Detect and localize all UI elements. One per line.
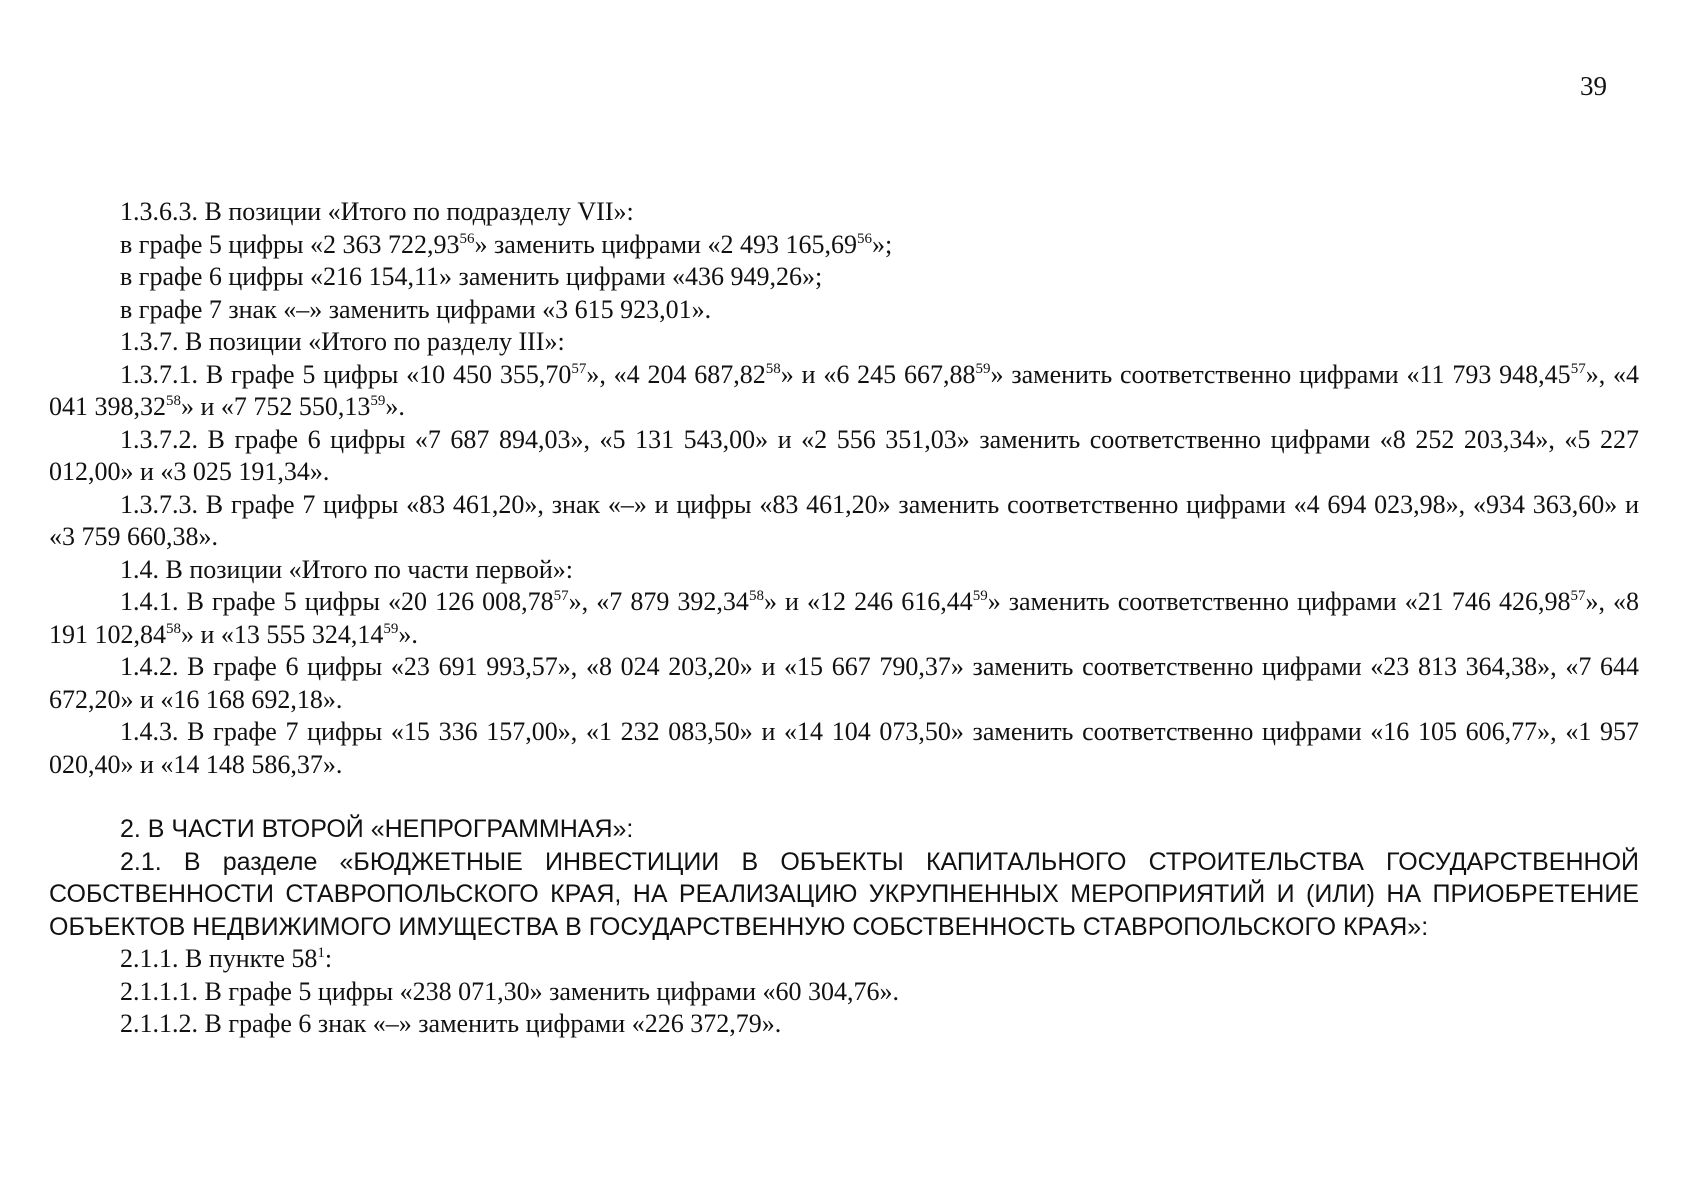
text-run: 1.4. В позиции «Итого по части первой»:: [120, 554, 574, 584]
text-run: 1.3.7.1. В графе 5 цифры «10 450 355,70: [120, 359, 572, 389]
footnote-mark: 58: [765, 360, 781, 377]
footnote-mark: 59: [370, 393, 386, 409]
text-run: » и «7 752 550,13: [181, 392, 371, 421]
footnote-mark: 59: [383, 620, 399, 637]
text-run: », «4 041 398,32: [49, 359, 1640, 421]
paragraph-p1: [49, 196, 1639, 229]
text-run: 1.4.3. В графе 7 цифры «15 336 157,00», «1 232 083,50» и «14 104 073,50» заменить соответственно цифрами «16 105 606,77», «1 957 020,40» и «14 148 586,37».: [49, 717, 1639, 779]
paragraph-p11: [49, 651, 1639, 716]
text-run: :: [324, 944, 333, 973]
text-run: 1.3.6.3. В позиции «Итого по подразделу VII»:: [120, 197, 634, 226]
text-run: ».: [385, 392, 405, 421]
text-run: », «8 191 102,84: [49, 587, 1640, 649]
paragraph-p8: [49, 489, 1639, 554]
footnote-mark: 58: [166, 393, 181, 409]
text-run: », «7 879 392,34: [568, 587, 749, 616]
text-run: ».: [398, 619, 418, 649]
paragraph-p15: [49, 943, 1639, 976]
footnote-mark: 56: [459, 230, 475, 247]
text-run: 2.1.1.1. В графе 5 цифры «238 071,30» заменить цифрами «60 304,76».: [120, 976, 900, 1006]
paragraph-p13: [49, 813, 1639, 846]
paragraph-p3: [49, 261, 1639, 294]
footnote-mark: 1: [317, 945, 325, 961]
text-run: в графе 7 знак «–» заменить цифрами «3 615 923,01».: [120, 294, 712, 324]
paragraph-p7: [49, 424, 1639, 489]
text-run: 1.3.7. В позиции «Итого по разделу III»:: [120, 327, 565, 356]
footnote-mark: 59: [972, 588, 988, 604]
paragraph-p9: [49, 554, 1639, 587]
text-run: в графе 6 цифры «216 154,11» заменить цифрами «436 949,26»;: [120, 262, 823, 291]
paragraph-gap: [49, 781, 1639, 813]
text-run: 2. В ЧАСТИ ВТОРОЙ «НЕПРОГРАММНАЯ»:: [120, 815, 634, 843]
paragraph-p6: [49, 359, 1639, 424]
paragraph-p16: [49, 976, 1639, 1009]
footnote-mark: 57: [1570, 588, 1586, 604]
text-run: » заменить соответственно цифрами «11 793 948,45: [990, 359, 1571, 389]
footnote-mark: 58: [748, 588, 764, 604]
text-run: 1.3.7.3. В графе 7 цифры «83 461,20», знак «–» и цифры «83 461,20» заменить соответственно цифрами «4 694 023,98», «934 363,60» и «3 759 660,38».: [49, 489, 1639, 551]
page-number: 39: [1580, 71, 1607, 101]
text-run: » и «12 246 616,44: [763, 587, 973, 616]
footnote-mark: 57: [553, 588, 569, 604]
paragraph-p17: [49, 1008, 1639, 1041]
text-run: 1.4.2. В графе 6 цифры «23 691 993,57», «8 024 203,20» и «15 667 790,37» заменить соответственно цифрами «23 813 364,38», «7 644 672,20» и «16 168 692,18».: [49, 652, 1639, 714]
paragraph-p2: [49, 229, 1639, 262]
footnote-mark: 59: [975, 360, 991, 377]
footnote-mark: 57: [1570, 360, 1586, 377]
paragraph-p14: [49, 846, 1639, 944]
text-run: в графе 5 цифры «2 363 722,93: [120, 229, 460, 259]
paragraph-p5: [49, 326, 1639, 359]
text-run: » и «13 555 324,14: [181, 619, 384, 649]
document-body: [49, 196, 1639, 1041]
footnote-mark: 56: [856, 230, 872, 247]
text-run: 2.1.1.2. В графе 6 знак «–» заменить цифрами «226 372,79».: [120, 1009, 782, 1038]
text-run: »;: [871, 229, 893, 259]
text-run: », «4 204 687,82: [586, 359, 766, 389]
text-run: 2.1.1. В пункте 58: [120, 944, 318, 973]
text-run: 2.1. В разделе «БЮДЖЕТНЫЕ ИНВЕСТИЦИИ В ОБЪЕКТЫ КАПИТАЛЬНОГО СТРОИТЕЛЬСТВА ГОСУДАРСТВЕННОЙ СОБСТВЕННОСТИ СТАВРОПОЛЬСКОГО КРАЯ, НА РЕАЛИЗАЦИЮ УКРУПНЕННЫХ МЕРОПРИЯТИЙ И (ИЛИ) НА ПРИОБРЕТЕНИЕ ОБЪЕКТОВ НЕДВИЖИМОГО ИМУЩЕСТВА В ГОСУДАРСТВЕННУЮ СОБСТВЕННОСТЬ СТАВРОПОЛЬСКОГО КРАЯ»:: [49, 847, 1639, 941]
text-run: » заменить соответственно цифрами «21 746 426,98: [987, 587, 1571, 616]
paragraph-p10: [49, 586, 1639, 651]
paragraph-p12: [49, 716, 1639, 781]
paragraph-p4: [49, 294, 1639, 327]
text-run: » и «6 245 667,88: [780, 359, 976, 389]
text-run: » заменить цифрами «2 493 165,69: [474, 229, 857, 259]
text-run: 1.3.7.2. В графе 6 цифры «7 687 894,03», «5 131 543,00» и «2 556 351,03» заменить соответственно цифрами «8 252 203,34», «5 227 012,00» и «3 025 191,34».: [49, 424, 1639, 486]
footnote-mark: 58: [166, 620, 181, 637]
text-run: 1.4.1. В графе 5 цифры «20 126 008,78: [120, 587, 554, 616]
footnote-mark: 57: [571, 360, 587, 377]
